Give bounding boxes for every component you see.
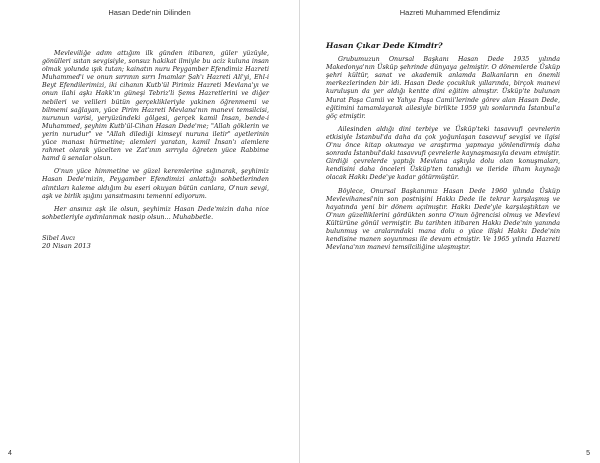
bio-paragraph-2: Ailesinden aldığı dini terbiye ve Üsküp'teki tasavvufi çevrelerin etkisiyle İstanbul'da daha da çok yoğunlaşan tasavvuf sevgisi ve ilgisi O'nu önce kitap okumaya ve araştırma yapmaya yönlendirmiş daha sonrada İstanbul'daki tasavvufi çevrelerle kaynaşmasıyla devam etmiştir. Girdiği çevrelerde yaptığı Mevlana aşkıyla dolu olan konuşmaları, kendisini daha önceleri Üsküp'ten tanıdığı ve ileride ilham kaynağı olacak Hakkı Dede'ye kadar götürmüştür. [326,125,560,182]
left-page-content [42,50,269,251]
section-title: Hasan Çıkar Dede Kimdir? [326,41,443,50]
signature-date: 20 Nisan 2013 [42,242,91,251]
preface-paragraph-2: O'nun yüce himmetine ve güzel keremlerine sığınarak, şeyhimiz Hasan Dede'mizin, Peygamber Efendimizi anlattığı sohbetlerinden alıntıları kaleme aldığım bu eseri okuyan bütün canlara, O'nun sevgi, aşk ve birlik ışığını yansıtmasını temenni ediyorum. [42,168,269,200]
right-page-number: 5 [586,450,590,457]
right-running-head: Hazreti Muhammed Efendimiz [399,8,501,17]
right-page-content [326,42,560,257]
bio-paragraph-3: Böylece, Onursal Başkanımız Hasan Dede 1960 yılında Üsküp Mevlevihanesi'nin son postnişini Hakkı Dede ile tekrar karşılaşmış ve hayatında yeni bir dönem açılmıştır. Hakkı Dede'yle karşılaştıktan ve O'nun güzelliklerini gördükten sonra O'nun öğrencisi olmuş ve Mevlevi Kültürüne gönül vermiştir. Bu tarihten itibaren Hakkı Dede'nin yanında bulunmuş ve aralarındaki mana dolu o yüce ilişki Hakkı Dede'nin kendisine manen soyunması ile devam etmiştir. Ve 1965 yılında Hazreti Mevlana'nın manevi temsilciliğine ulaşmıştır. [326,187,560,252]
signature-block [42,234,269,251]
left-page-number: 4 [8,450,12,457]
left-running-head: Hasan Dede'nin Dilinden [108,8,191,17]
preface-paragraph-3: Her ansınız aşk ile olsun, şeyhimiz Hasan Dede'mizin daha nice sohbetleriyle aydınlanmak nasip olsun… Muhabbetle. [42,205,269,221]
preface-paragraph-1: Mevleviliğe adım attığım ilk günden itibaren, güler yüzüyle, gönülleri ısıtan sevgisiyle, sonsuz hakikat ilmiyle bu aciz kuluna insan olmak yolunda ışık tutan; kainatın nuru Peygamber Efendimiz Hazreti Muhammed'i ve onun sırrının sırrı İmamlar Şah'ı Hazreti Ali'yi, Ehl-i Beyt Efendilerimizi, iki cihanın Kutb'ül Pirimiz Hazreti Mevlana'yı ve onun ilahi aşkı Hakk'ın güneşi Tebriz'li Şems Hazretlerini ve diğer nebileri ve velileri bütün gerçeklikleriyle yakinen öğrenmemi ve bilmemi sağlayan, yüce Pirim Hazreti Mevlana'nın manevi temsilcisi, nurunun varisi, yeryüzündeki gölgesi, gerçek kamil İnsan, bende-i Muhammed, şeyhim Kutb'ül-Cihan Hasan Dede'me; "Allah göklerin ve yerin nurudur" ve "Allah dilediği kimseyi nuruna iletir" ayetlerinin yüce manası hürmetine; alemleri yaratan, kamil İnsan'ı alemlere rahmet olarak yücelten ve Zat'ının sırrıyla öğreten yüce Rabbime hamd ü senalar olsun. [42,50,269,163]
bio-paragraph-1: Grubumuzun Onursal Başkanı Hasan Dede 1935 yılında Makedonya'nın Üsküp şehrinde dünyaya gelmiştir. O dönemlerde Üsküp şehri kültür, sanat ve akademik anlamda Balkanların en önemli merkezlerinden bir idi. Hasan Dede çocukluk yıllarında, birçok manevi kuruluşun da yer aldığı kentte dini eğitim almıştır. Üsküp'te bulunan Murat Paşa Camii ve Yahya Paşa Camii'lerinde görev alan Hasan Dede, eğitimini tamamlayarak ailesiyle birlikte 1959 yılı sonlarında İstanbul'a göç etmiştir. [326,56,560,120]
author-name: Sibel Avcı [42,233,75,242]
right-page [300,0,600,463]
